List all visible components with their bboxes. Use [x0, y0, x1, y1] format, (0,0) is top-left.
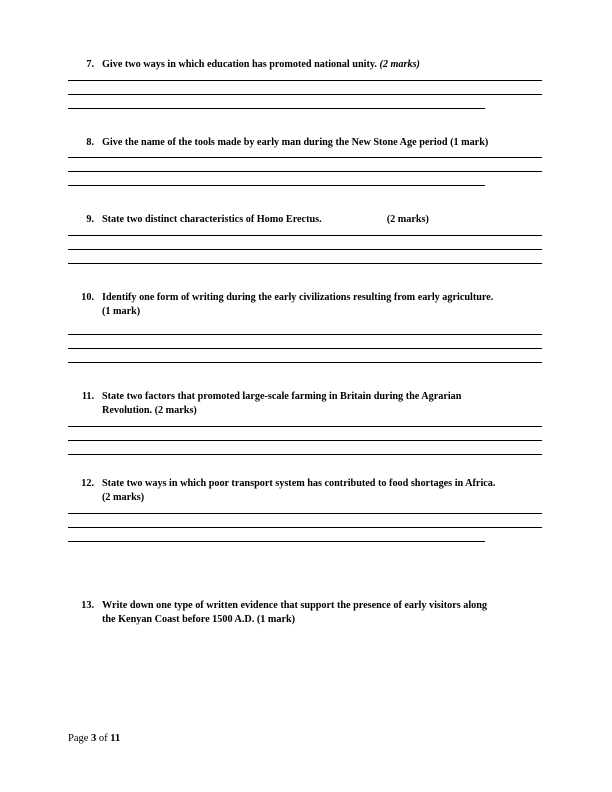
question-block-7 — [68, 58, 542, 109]
question-row — [68, 390, 542, 419]
answer-line[interactable] — [68, 94, 542, 95]
answer-line[interactable] — [68, 362, 542, 363]
question-text: Write down one type of written evidence that support the presence of early visitors along — [102, 599, 488, 611]
question-number: 11. — [81, 390, 94, 402]
question-row — [68, 477, 542, 506]
answer-line[interactable] — [68, 334, 542, 335]
answer-line[interactable] — [68, 157, 542, 158]
question-block-9 — [68, 213, 542, 264]
footer-page-number: 3 — [91, 733, 97, 744]
question-number: 9. — [86, 214, 94, 225]
answer-line[interactable] — [68, 249, 542, 250]
question-row — [68, 291, 542, 320]
question-number: 10. — [81, 291, 94, 303]
footer-prefix: Page — [68, 733, 92, 744]
question-block-10 — [68, 291, 542, 363]
question-number: 13. — [81, 599, 94, 611]
question-text-container — [102, 136, 542, 151]
answer-lines — [68, 80, 542, 109]
question-row — [68, 58, 542, 73]
answer-line[interactable] — [68, 426, 542, 427]
question-block-8 — [68, 136, 542, 187]
question-row — [68, 599, 542, 628]
question-text: Give two ways in which education has promoted national unity. — [102, 59, 377, 70]
page-footer — [68, 733, 120, 744]
answer-lines — [68, 334, 542, 363]
question-marks: (2 marks) — [102, 492, 145, 503]
question-number: 7. — [86, 59, 94, 70]
question-text: State two factors that promoted large-scale farming in Britain during the Agrarian — [102, 390, 462, 402]
question-text-container — [102, 390, 542, 419]
answer-line[interactable] — [68, 454, 542, 455]
spacer — [68, 555, 542, 599]
question-number: 12. — [81, 477, 94, 489]
spacer — [68, 277, 542, 291]
question-text: State two ways in which poor transport system has contributed to food shortages in Africa. — [102, 477, 496, 489]
question-number: 8. — [86, 136, 94, 148]
question-text-container — [102, 477, 542, 506]
answer-lines — [68, 426, 542, 455]
question-marks: (1 mark) — [102, 306, 141, 317]
question-text: Give the name of the tools made by early man during the New Stone Age period — [102, 136, 448, 148]
question-marks: (2 marks) — [379, 59, 420, 70]
question-marks: (1 mark) — [450, 136, 489, 148]
answer-lines — [68, 157, 542, 186]
answer-line[interactable] — [68, 541, 485, 542]
question-text-container — [102, 58, 542, 73]
question-marks: (2 marks) — [386, 214, 429, 225]
answer-line[interactable] — [68, 348, 542, 349]
footer-middle: of — [96, 733, 111, 744]
question-text: Identify one form of writing during the early civilizations resulting from early agriculture. — [102, 291, 494, 303]
answer-line[interactable] — [68, 263, 542, 264]
answer-line[interactable] — [68, 527, 542, 528]
spacer — [68, 199, 542, 213]
question-text-container — [102, 599, 542, 628]
answer-line[interactable] — [68, 80, 542, 81]
question-row — [68, 136, 542, 151]
question-block-12 — [68, 477, 542, 542]
answer-line[interactable] — [68, 513, 542, 514]
spacer — [68, 376, 542, 390]
answer-line[interactable] — [68, 171, 542, 172]
question-block-11 — [68, 390, 542, 455]
question-marks: the Kenyan Coast before 1500 A.D. (1 mark) — [102, 614, 296, 625]
answer-line[interactable] — [68, 440, 542, 441]
answer-lines — [68, 513, 542, 542]
question-row — [68, 213, 542, 228]
answer-lines — [68, 235, 542, 264]
answer-line[interactable] — [68, 185, 485, 186]
answer-line[interactable] — [68, 108, 485, 109]
question-text-container — [102, 291, 542, 320]
question-marks: Revolution. (2 marks) — [102, 405, 197, 416]
footer-total-pages: 11 — [110, 733, 121, 744]
question-text: State two distinct characteristics of Homo Erectus. — [102, 214, 322, 225]
spacer — [68, 122, 542, 136]
answer-line[interactable] — [68, 235, 542, 236]
spacer — [68, 468, 542, 477]
question-block-13 — [68, 599, 542, 628]
question-text-container — [102, 213, 542, 228]
